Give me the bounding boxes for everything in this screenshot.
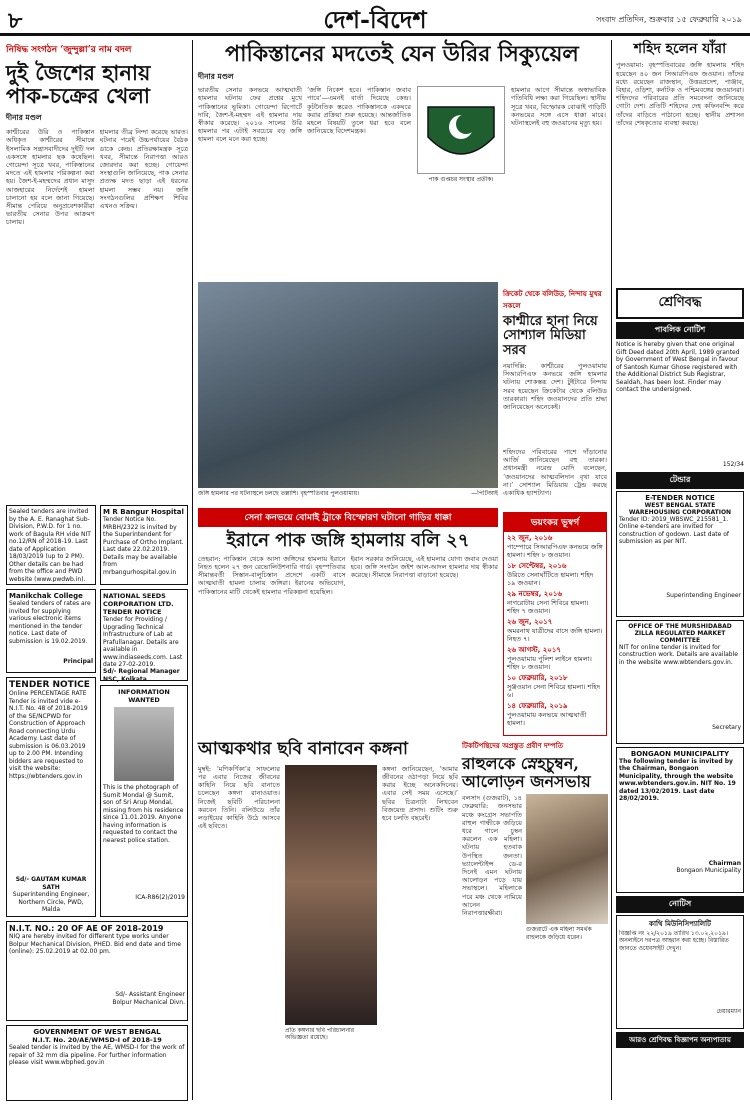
rahul-photo <box>526 794 608 924</box>
missing-person-photo <box>114 707 174 781</box>
page-number: ৮ <box>8 9 23 34</box>
story-rahul: টিকটিপন্থিদের অপ্রস্তুত প্রবীণ দম্পতি রাহুলকে স্নেহচুম্বন, আলোড়ন জনসভায় বলসাদ (গুজরাট), ১৪ ফেব্রুয়ারি: জনসভার মঞ্চে কংগ্রেস সভাপতি রাহুল গান্ধীকে জড়িয়ে ধরে গালে চুম্বন করলেন এক মহিলা। ঘটনায় হতবাক উপস্থিত জনতা। ভ্যালেন্টাইন্স ডে-র দিনেই এমন ঘটনায় আলোড়ন পড়ে যায় সভাস্থলে। মহিলাকে পরে মঞ্চ থেকে নামিয়ে আনেন নিরাপত্তারক্ষীরা। গুজরাটে এক মহিলা সমর্থক রাহুলকে জড়িয়ে ধরেন। <box>462 740 608 1100</box>
attack-site-photo <box>198 282 498 488</box>
timeline-list <box>504 532 606 732</box>
dateline: সংবাদ প্রতিদিন, শুক্রবার ১৫ ফেব্রুয়ারি ২০১৯ <box>596 15 742 24</box>
ad-manikchak: Manikchak College Sealed tenders of rates are invited for supplying various electronic items mentioned in the tender notice. Last date of submission is 19.02.2019. Principal <box>6 589 96 673</box>
timeline-entry <box>507 562 603 587</box>
timeline-box <box>503 512 607 736</box>
public-notice-header: পাবলিক নোটিশ <box>616 322 744 339</box>
section-title: দেশ-বিদেশ <box>323 5 427 34</box>
timeline-entry <box>507 646 603 671</box>
story-kicker: ক্রিকেট থেকে বলিউড, নিন্দায় মুখর সকলে <box>503 289 602 310</box>
kangana-photo-block: প্রতি কঙ্গনার ছবি পরিচালনার অভিজ্ঞতা রয়েছে। <box>285 765 377 1075</box>
story-body: কাশ্মীরের উরি ও পাকিস্তান অধিকৃত কাশ্মীরের সীমান্তে ইসলামিক সন্ত্রাসবাদীদের দুইটি দল একসঙ্গে হামলার ছক কষেছিল। গোয়েন্দা সূত্রে খবর, পাকিস্তানের মদতে এই হামলার পরিকল্পনা করা হয়। জৈশ-ই-মহম্মদের প্রধান মাসুদ আজহারের নির্দেশেই হামলা চালানো হয় বলে জানা গিয়েছে। সীমান্ত পেরিয়ে অনুপ্রবেশকারীরা ভারতীয় সেনার উপর আক্রমণ চালায়। <box>6 128 95 227</box>
etender-notice: E-TENDER NOTICE WEST BENGAL STATE WAREHOUSING CORPORATION Tender ID: 2019_WBSWC_215581_1. Online e-tenders are invited for construction of godown. Last date of submission as per NIT. Superintending Engineer <box>616 491 744 617</box>
story-headline: আত্মকথার ছবি বানাবেন কঙ্গনা <box>198 739 408 759</box>
story-body: ‘জঙ্গি নিকেশ হবে। পাকিস্তান জবাব পাবে’—এমনই বার্তা দিয়েছে কেন্দ্র। কূটনৈতিক স্তরেও পাকিস্তানকে একঘরে করার প্রক্রিয়া শুরু হয়েছে। আন্তর্জাতিক মহলে বিষয়টি তুলে ধরা হবে বলে জানিয়েছে বিদেশমন্ত্রক। <box>307 86 411 136</box>
story-body: মুম্বই: ‘মণিকর্ণিকা’র সাফল্যের পর এবার নিজের জীবনের কাহিনি নিয়ে ছবি বানাতে চলেছেন কঙ্গনা রানাওয়াত। নিজেই ছবিটি পরিচালনা করবেন তিনি। বলিউডে তাঁর লড়াইয়ের কাহিনি উঠে আসবে এই ছবিতে। <box>198 764 280 831</box>
timeline-text: পাম্পোরে সিআরপিএফ কনভয়ে জঙ্গি হামলা। শহিদ ৮ জওয়ান। <box>507 543 603 559</box>
timeline-text: পুলওয়ামায় কনভয়ে আত্মঘাতী হামলা। <box>507 711 587 727</box>
story-body: ভারতীয় সেনার কনভয়ে আত্মঘাতী হামলার ঘটনায় ফের প্রশ্নের মুখে পাকিস্তানের ভূমিকা। গোয়েন্দা রিপোর্টে দাবি, জৈশ-ই-মহম্মদ এই হামলার দায় স্বীকার করেছে। ২০১৬ সালের উরি হামলার পর এটাই সবচেয়ে বড় জঙ্গি হামলা বলে মনে করা হচ্ছে। <box>198 86 302 144</box>
story-headline: ইরানে পাক জঙ্গি হামলায় বলি ২৭ <box>226 530 470 551</box>
photo-credit: —পিটিআই <box>471 490 498 497</box>
story-body: তেহরান: পাকিস্তান থেকে আসা জঙ্গিদের হামলায় ইরানে নিহত হলেন ২৭ জন রেভোলিউশনারি গার্ড। বৃহস্পতিবার সীমান্তবর্তী সিস্তান-বালুচিস্তান প্রদেশে একটি বাসে আত্মঘাতী হামলা চালায় জঙ্গিরা। ইরানের অভিযোগ, পাকিস্তানের মাটি থেকেই হামলার পরিকল্পনা হয়েছিল। <box>198 554 346 596</box>
story-social-block <box>503 288 607 506</box>
column-rule <box>611 40 612 1100</box>
timeline-text: অমরনাথ যাত্রীদের বাসে জঙ্গি হামলা। নিহত ৭। <box>507 627 603 643</box>
story-martyrs <box>616 42 744 282</box>
emblem <box>417 86 505 174</box>
story-kicker: টিকটিপন্থিদের অপ্রস্তুত প্রবীণ দম্পতি <box>462 741 564 750</box>
story-body: কঙ্গনা জানিয়েছেন, ‘আমার জীবনের ওঠাপড়া নিয়ে ছবি করার ইচ্ছে অনেকদিনের। এবার সেই সময় এসেছে।’ ছবির চিত্রনাট্য লিখবেন বিজয়েন্দ্র প্রসাদ। শুটিং শুরু হবে চলতি বছরেই। <box>382 764 458 822</box>
timeline-entry <box>507 618 603 643</box>
emblem-block: পাক গুপ্তচর সংস্থার প্রতীক। <box>416 86 506 296</box>
story-pak <box>6 42 188 502</box>
byline: দীনার মণ্ডল <box>198 72 234 82</box>
ad-bangur-hospital: M R Bangur Hospital Tender Notice No. MRBH/2322 is invited by the Superintendent for Purchase of Ortho Implant. Last date 22.02.2019. Details may be available from mrbangurhospital.gov.in <box>100 505 188 585</box>
timeline-text: উরিতে সেনাঘাঁটিতে হামলা। শহিদ ১৯ জওয়ান। <box>507 571 594 587</box>
story-body: পুলওয়ামা: বৃহস্পতিবারের জঙ্গি হামলায় শহিদ হয়েছেন ৪০ জন সিআরপিএফ জওয়ান। তাঁদের মধ্যে রয়েছেন রাজস্থান, উত্তরপ্রদেশ, পাঞ্জাব, বিহার, ওড়িশা, কর্নাটক ও পশ্চিমবঙ্গের জওয়ানরা। শহিদদের পরিবারের প্রতি সমবেদনা জানিয়েছে গোটা দেশ। প্রতিটি শহিদের দেহ কফিনবন্দি করে তাঁদের বাড়িতে পাঠানো হচ্ছে। স্থানীয় প্রশাসন তাঁদের শেষকৃত্যের ব্যবস্থা করছে। <box>616 61 744 127</box>
classifieds: শ্রেণিবদ্ধ পাবলিক নোটিশ Notice is hereby given that one original Gift Deed dated 20th April, 1989 granted by Government of West Bengal in favour of Santosh Kumar Ghose registered with the Additional District Sub Registrar, Sealdah, has been lost. Finder may contact the undersigned. 152/34 টেন্ডার E-TENDER NOTICE WEST BENGAL STATE WAREHOUSING CORPORATION Tender ID: 2019_WBSWC_215581_1. Online e-tenders are invited for construction of godown. Last date of submission as per NIT. Superintending Engineer OFFICE OF THE MURSHIDABAD ZILLA REGULATED MARKET COMMITTEE NIT for online tender is invited for construction work. Details are available in the website www.wbtenders.gov.in. Secretary BONGAON MUNICIPALITY The following tender is invited by the Chairman, Bongaon Municipality, through the website www.wbtenders.gov.in. NIT No. 19 dated 13/02/2019. Last date 28/02/2019. Chairman Bongaon Municipality নোটিস কাথি মিউনিসিপ্যালিটি বিজ্ঞপ্তি নং ২২/২০১৯ তারিখ ১৩.০২.২০১৯। অনলাইনে দরপত্র আহ্বান করা হচ্ছে। বিস্তারিত জানতে ওয়েবসাইট দেখুন। চেয়ারম্যান আরও শ্রেণিবদ্ধ বিজ্ঞাপন অন্যপাতায় <box>616 288 744 1100</box>
ad-national-seeds: NATIONAL SEEDS CORPORATION LTD. TENDER NOTICE Tender for Providing / Upgrading Technical Infrastructure of Lab at Prafullanagar. Details are available in www.indiaseeds.com. Last date 27-02-2019. Sd/- Regional Manager NSC, Kolkata <box>100 589 188 681</box>
ad-nit: N.I.T. NO.: 20 OF AE OF 2018-2019 NIQ are hereby invited for different type works under Bolpur Mechanical Division, PHED. Bid end date and time (online): 25.02.2019 at 02.00 pm. Sd/- Assistant Engineer Bolpur Mechanical Divn. <box>6 921 188 1021</box>
story-headline: দুই জৈশের হানায় <box>6 60 151 85</box>
ad-sealed-tender: Sealed tenders are invited by the A. E. Ranaghat Sub-Division, P.W.D. for 1 no. work of Bagula RH vide NIT no.12/RN of 2018-19. Last date of Application 18/03/2019 (up to 2 PM). Other details can be had from the office and PWD website (www.pwdwb.in). <box>6 505 96 585</box>
masthead <box>0 0 750 36</box>
story-body: বলসাদ (গুজরাট), ১৪ ফেব্রুয়ারি: জনসভার মঞ্চে কংগ্রেস সভাপতি রাহুল গান্ধীকে জড়িয়ে ধরে গালে চুম্বন করলেন এক মহিলা। ঘটনায় হতবাক উপস্থিত জনতা। ভ্যালেন্টাইন্স ডে-র দিনেই এমন ঘটনায় আলোড়ন পড়ে যায় সভাস্থলে। মহিলাকে পরে মঞ্চ থেকে নামিয়ে আনেন নিরাপত্তারক্ষীরা। <box>462 794 522 918</box>
byline: দীনার মণ্ডল <box>6 113 42 123</box>
timeline-entry <box>507 702 603 727</box>
story-headline: সোশ্যাল মিডিয়া সরব <box>503 328 586 358</box>
photo-caption: জঙ্গি হামলার পর ঘটনাস্থলে চলছে তল্লাশি। বৃহস্পতিবার পুলওয়ামায়। <box>198 490 360 497</box>
timeline-date: ১০ ফেব্রুয়ারি, ২০১৮ <box>507 674 568 682</box>
timeline-date: ১৪ ফেব্রুয়ারি, ২০১৯ <box>507 702 568 710</box>
notice-header: নোটিস <box>616 896 744 913</box>
story-headline: পাক-চক্রের খেলা <box>6 83 150 109</box>
story-body: হামলার তীব্র নিন্দা করেছে ভারত। ঘটনার পরেই উচ্চপর্যায়ের বৈঠক ডাকে কেন্দ্র। প্রতিরক্ষামন্ত্রক সূত্রে খবর, সীমান্তে নিরাপত্তা আরও জোরদার করা হচ্ছে। গোয়েন্দা সংস্থাগুলি জানিয়েছে, পাক সেনার প্রত্যক্ষ মদত ছাড়া এই ধরনের হামলা সম্ভব নয়। জঙ্গি সংগঠনগুলির প্রশিক্ষণ শিবির এখনও সক্রিয়। <box>99 128 188 211</box>
story-headline: শহিদ হলেন যাঁরা <box>633 41 727 57</box>
ad-information-wanted: INFORMATION WANTED This is the photograph of Sumit Mondal @ Sumit, son of Sri Arup Mondal, missing from his residence since 11.01.2019. Anyone having information is requested to contact the nearest police station. ICA-R86(2)/2019 <box>100 685 188 917</box>
timeline-date: ২৯ নভেম্বর, ২০১৬ <box>507 590 563 598</box>
timeline-date: ২২ জুন, ২০১৬ <box>507 534 553 542</box>
story-body: হামলার আগে সীমান্তে অস্বাভাবিক গতিবিধি লক্ষ্য করা গিয়েছিল। স্থানীয় সূত্রে খবর, বিস্ফোরক বোঝাই গাড়িটি কনভয়ের সঙ্গে এসে ধাক্কা মারে। ঘটনাস্থলেই বহু জওয়ানের মৃত্যু হয়। <box>511 86 606 127</box>
ad-govt-wb: GOVERNMENT OF WEST BENGAL N.I.T. No. 20/AE/WMSD-I of 2018-19 Sealed tender is invited by the AE, WMSD-I for the work of repair of 32 mm dia pipeline. For further information please visit www.wbphed.gov.in <box>6 1025 188 1101</box>
story-headline: আলোড়ন জনসভায় <box>462 771 591 791</box>
public-notice-body: Notice is hereby given that one original Gift Deed dated 20th April, 1989 granted by Government of West Bengal in favour of Santosh Kumar Ghose registered with the Additional District Sub Registrar, Sealdah, has been lost. Finder may contact the undersigned. <box>616 341 740 393</box>
story-headline: পাকিস্তানের মদতেই যেন উরির সিক্যুয়েল <box>225 41 579 67</box>
bongaon-notice: BONGAON MUNICIPALITY The following tender is invited by the Chairman, Bongaon Municipality, through the website www.wbtenders.gov.in. NIT No. 19 dated 13/02/2019. Last date 28/02/2019. Chairman Bongaon Municipality <box>616 747 744 893</box>
timeline-date: ২৬ জুন, ২০১৭ <box>507 618 553 626</box>
timeline-text: নাগরোটায় সেনা শিবিরে হামলা। শহিদ ৭ জওয়ান। <box>507 599 589 615</box>
story-kangana <box>198 740 458 1100</box>
timeline-text: পুলওয়ামায় পুলিশ লাইনে হামলা। শহিদ ৮ জওয়ান। <box>507 655 592 671</box>
emblem-icon <box>418 87 504 173</box>
timeline-title: ভয়ংকর ভূস্বর্গ <box>504 513 606 532</box>
story-body: শহিদদের পরিবারের পাশে দাঁড়ানোর আর্জি জানিয়েছেন বহু তারকা। প্রধানমন্ত্রী নরেন্দ্র মোদি বলেছেন, ‘জওয়ানদের আত্মবলিদান বৃথা যাবে না।’ সোশ্যাল মিডিয়ায় ট্রেন্ড করছে একাধিক হ্যাশট্যাগ। <box>503 447 607 497</box>
classifieds-footer: আরও শ্রেণিবদ্ধ বিজ্ঞাপন অন্যপাতায় <box>616 1032 744 1048</box>
story-subhead: সেনা কনভয়ে বোমাই ট্রাকে বিস্ফোরণ ঘটানো গাড়ির ধাক্কা <box>198 508 498 527</box>
timeline-entry <box>507 534 603 559</box>
column-rule <box>192 40 193 1100</box>
story-iran <box>198 508 498 736</box>
ad-tender-notice: TENDER NOTICE Online PERCENTAGE RATE Tender is invited vide e-N.I.T. No. 48 of 2018-2019 of the SE/NCPWD for Construction of Approach Road connecting Urdu Academy. Last date of submission is 06.03.2019 up to 2.00 PM. Intending bidders are requested to visit the website: https://wbtenders.gov.in Sd/- GAUTAM KUMAR SATH Superintending Engineer, Northern Circle, PWD, Malda <box>6 677 96 917</box>
story-body: নয়াদিল্লি: কাশ্মীরের পুলওয়ামায় সিআরপিএফ কনভয়ে জঙ্গি হামলার ঘটনায় শোকস্তব্ধ দেশ। টুইটারে নিন্দায় সরব হয়েছেন ক্রিকেটার থেকে বলিউড তারকারা। শহিদ জওয়ানদের প্রতি শ্রদ্ধা জানিয়েছেন অনেকেই। <box>503 361 607 411</box>
timeline-entry <box>507 590 603 615</box>
timeline-date: ১৮ সেপ্টেম্বর, ২০১৬ <box>507 562 567 570</box>
classifieds-header: শ্রেণিবদ্ধ <box>616 288 744 319</box>
tender-header: টেন্ডার <box>616 472 744 489</box>
timeline-date: ২৬ আগস্ট, ২০১৭ <box>507 646 561 654</box>
murshidabad-notice: OFFICE OF THE MURSHIDABAD ZILLA REGULATED MARKET COMMITTEE NIT for online tender is invited for construction work. Details are available in the website www.wbtenders.gov.in. Secretary <box>616 620 744 744</box>
story-headline: রাহুলকে স্নেহচুম্বন, <box>462 754 579 773</box>
contai-notice: কাথি মিউনিসিপ্যালিটি বিজ্ঞপ্তি নং ২২/২০১৯ তারিখ ১৩.০২.২০১৯। অনলাইনে দরপত্র আহ্বান করা হচ্ছে। বিস্তারিত জানতে ওয়েবসাইট দেখুন। চেয়ারম্যান <box>616 915 744 1029</box>
timeline-entry <box>507 674 603 699</box>
story-headline: কাশ্মীরে হানা নিয়ে <box>503 314 598 329</box>
story-body: ইরান সরকার জানিয়েছে, এই হামলার যোগ্য জবাব দেওয়া হবে। জঙ্গি সংগঠন জইশ আল-আদল হামলার দায় স্বীকার করেছে। সীমান্তে নিরাপত্তা বাড়ানো হয়েছে। <box>350 554 498 580</box>
story-kicker: নিষিদ্ধ সংগঠন ‘জুন্দুল্লা’র নাম বদল <box>6 45 132 55</box>
kangana-photo <box>285 765 377 1025</box>
timeline-text: সুঞ্জওয়ান সেনা শিবিরে হামলা। শহিদ ৬। <box>507 683 601 699</box>
